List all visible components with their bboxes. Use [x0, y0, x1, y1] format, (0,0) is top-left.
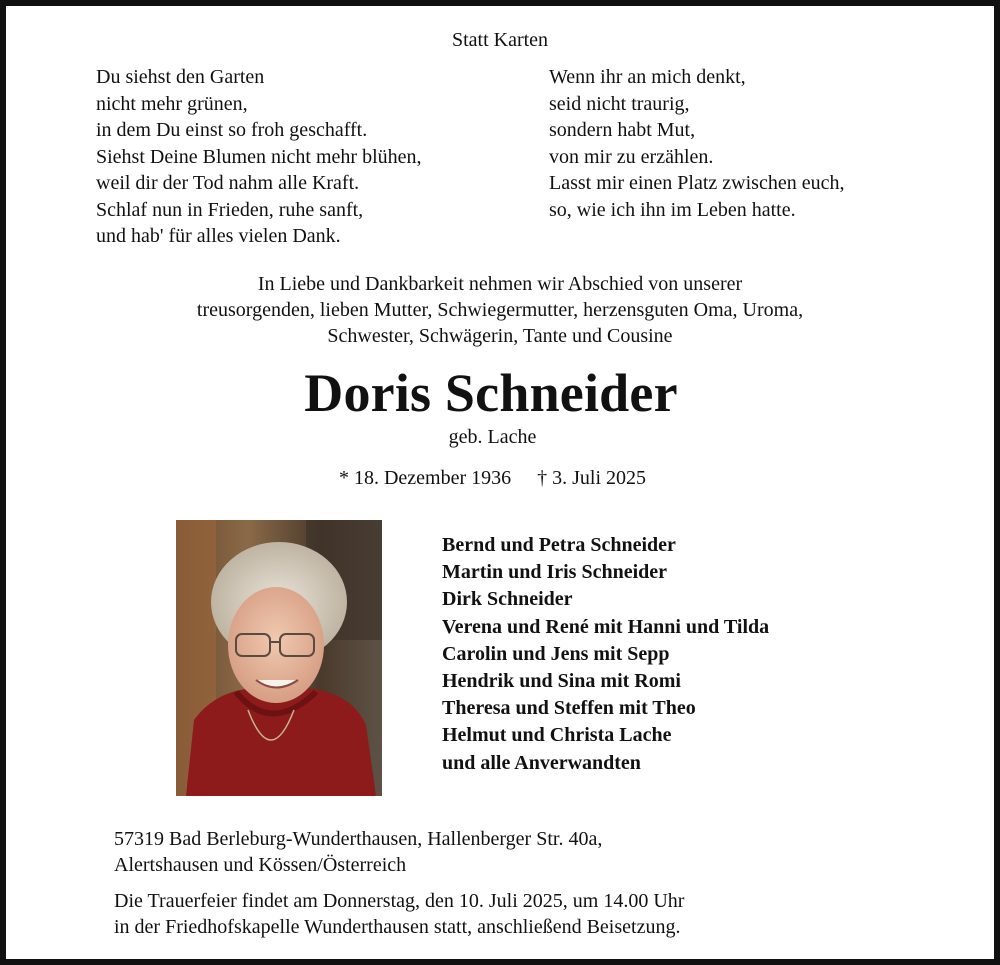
family-member: Bernd und Petra Schneider: [442, 534, 676, 556]
funeral-info: [114, 888, 684, 940]
family-member: Martin und Iris Schneider: [442, 561, 668, 584]
poem-left-line: Schlaf nun in Frieden, ruhe sanft,: [96, 198, 364, 221]
address-block: [114, 826, 602, 878]
family-list: [442, 532, 769, 777]
family-member: Hendrik und Sina mit Romi: [442, 670, 681, 693]
family-member: Theresa und Steffen mit Theo: [442, 697, 696, 720]
poem-right-line: Lasst mir einen Platz zwischen euch,: [549, 172, 845, 194]
address-line: 57319 Bad Berleburg-Wunderthausen, Hallenberger Str. 40a,: [114, 828, 603, 850]
deceased-name: Doris Schneider: [304, 363, 678, 423]
life-dates: [0, 466, 985, 490]
poem-right: [549, 64, 844, 223]
poem-left-line: nicht mehr grünen,: [96, 92, 248, 115]
poem-right-line: so, wie ich ihn im Leben hatte.: [549, 198, 796, 221]
intro-text: [0, 271, 1000, 349]
family-member: Verena und René mit Hanni und Tilda: [442, 615, 770, 638]
poem-right-line: von mir zu erzählen.: [549, 145, 714, 168]
intro-line: Schwester, Schwägerin, Tante und Cousine: [327, 325, 673, 347]
funeral-line: Die Trauerfeier findet am Donnerstag, den 10. Juli 2025, um 14.00 Uhr: [114, 890, 685, 912]
family-member: und alle Anverwandten: [442, 751, 641, 774]
poem-right-line: seid nicht traurig,: [549, 92, 690, 115]
death-date: † 3. Juli 2025: [537, 467, 647, 489]
intro-line: treusorgenden, lieben Mutter, Schwiegermutter, herzensguten Oma, Uroma,: [196, 299, 804, 321]
poem-left-line: weil dir der Tod nahm alle Kraft.: [96, 172, 360, 194]
family-member: Helmut und Christa Lache: [442, 724, 672, 747]
portrait-photo: [176, 520, 382, 796]
family-member: Dirk Schneider: [442, 588, 573, 611]
header-statt-karten: Statt Karten: [451, 29, 549, 51]
poem-right-line: Wenn ihr an mich denkt,: [549, 66, 746, 88]
birth-name: geb. Lache: [448, 426, 537, 448]
poem-left: [96, 64, 422, 250]
poem-left-line: und hab' für alles vielen Dank.: [96, 225, 341, 247]
address-line: Alertshausen und Kössen/Österreich: [114, 854, 407, 876]
poem-left-line: Siehst Deine Blumen nicht mehr blühen,: [96, 145, 422, 168]
birth-date: * 18. Dezember 1936: [338, 467, 512, 489]
poem-right-line: sondern habt Mut,: [549, 119, 696, 141]
poem-left-line: Du siehst den Garten: [96, 66, 265, 88]
funeral-line: in der Friedhofskapelle Wunderthausen statt, anschließend Beisetzung.: [114, 916, 681, 938]
poem-left-line: in dem Du einst so froh geschafft.: [96, 119, 368, 141]
intro-line: In Liebe und Dankbarkeit nehmen wir Abschied von unserer: [257, 273, 743, 295]
family-member: Carolin und Jens mit Sepp: [442, 642, 670, 665]
